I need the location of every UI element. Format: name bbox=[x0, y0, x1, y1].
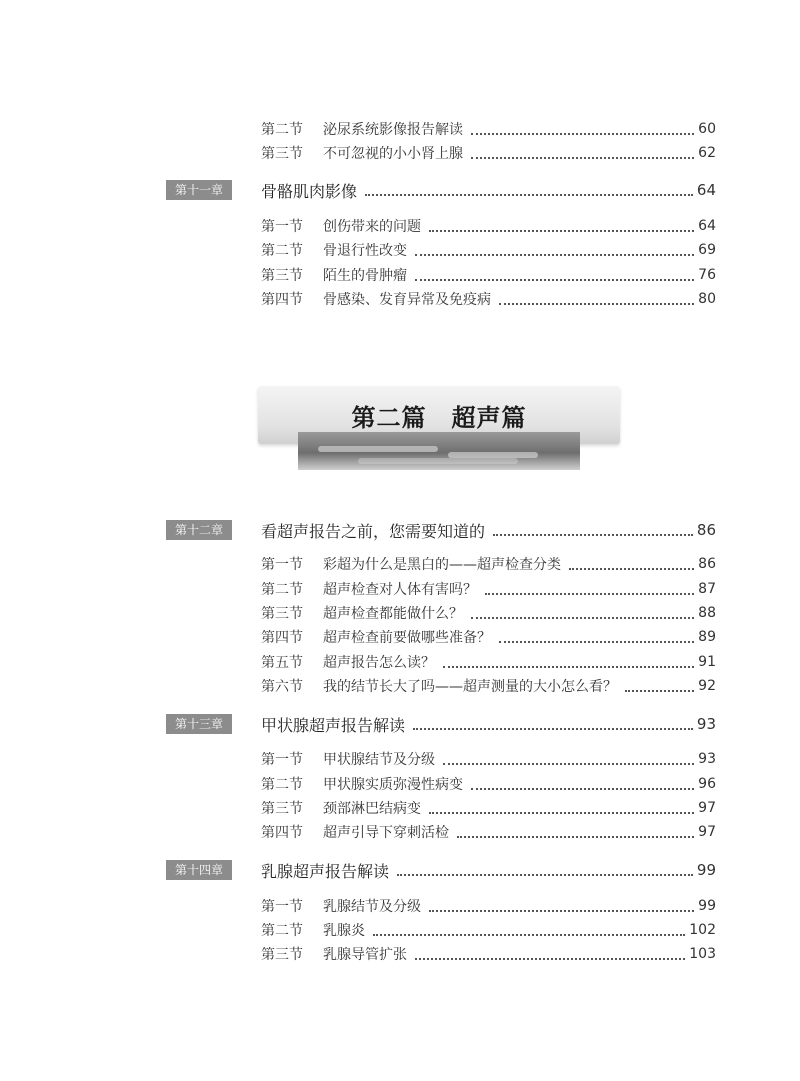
page-number: 86 bbox=[698, 556, 716, 572]
chapter-title: 乳腺超声报告解读 bbox=[261, 861, 390, 881]
toc-section-row[interactable] bbox=[261, 820, 716, 844]
dot-leader bbox=[415, 956, 685, 960]
dot-leader bbox=[569, 566, 694, 570]
section-title: 超声报告怎么读？ bbox=[323, 655, 435, 671]
dot-leader bbox=[413, 726, 693, 730]
section-number: 第二节 bbox=[261, 777, 303, 793]
section-title: 甲状腺结节及分级 bbox=[323, 752, 435, 768]
ultrasound-banner-image bbox=[298, 432, 580, 470]
dot-leader bbox=[397, 872, 693, 876]
page-number: 93 bbox=[696, 715, 716, 733]
dot-leader bbox=[429, 810, 694, 814]
section-title: 超声引导下穿刺活检 bbox=[323, 825, 449, 841]
toc-section-row[interactable] bbox=[261, 263, 716, 287]
page-number: 80 bbox=[698, 291, 716, 307]
chapter-badge: 第十四章 bbox=[166, 860, 232, 880]
dot-leader bbox=[485, 591, 694, 595]
section-number: 第一节 bbox=[261, 219, 303, 235]
page-number: 91 bbox=[698, 654, 716, 670]
section-number: 第一节 bbox=[261, 899, 303, 915]
section-title: 超声检查都能做什么？ bbox=[323, 606, 463, 622]
toc-section-row[interactable] bbox=[261, 894, 716, 918]
section-title: 甲状腺实质弥漫性病变 bbox=[323, 777, 463, 793]
page-number: 99 bbox=[698, 898, 716, 914]
page-number: 92 bbox=[698, 678, 716, 694]
dot-leader bbox=[499, 639, 694, 643]
toc-chapter-row[interactable] bbox=[166, 517, 716, 543]
section-title: 泌尿系统影像报告解读 bbox=[323, 122, 463, 138]
page-number: 76 bbox=[698, 267, 716, 283]
section-number: 第四节 bbox=[261, 825, 303, 841]
dot-leader bbox=[443, 664, 694, 668]
section-number: 第二节 bbox=[261, 122, 303, 138]
section-title: 超声检查对人体有害吗？ bbox=[323, 582, 477, 598]
section-title: 乳腺炎 bbox=[323, 923, 365, 939]
dot-leader bbox=[443, 761, 694, 765]
section-number: 第二节 bbox=[261, 582, 303, 598]
dot-leader bbox=[471, 131, 694, 135]
page-number: 102 bbox=[689, 922, 716, 938]
section-number: 第三节 bbox=[261, 947, 303, 963]
section-title: 超声检查前要做哪些准备？ bbox=[323, 630, 491, 646]
chapter-badge: 第十二章 bbox=[166, 520, 232, 540]
dot-leader bbox=[415, 252, 694, 256]
section-number: 第一节 bbox=[261, 752, 303, 768]
chapter-title: 甲状腺超声报告解读 bbox=[261, 715, 406, 735]
section-number: 第三节 bbox=[261, 268, 303, 284]
page-number: 96 bbox=[698, 776, 716, 792]
dot-leader bbox=[625, 688, 694, 692]
toc-section-row[interactable] bbox=[261, 796, 716, 820]
section-number: 第六节 bbox=[261, 679, 303, 695]
dot-leader bbox=[493, 532, 693, 536]
dot-leader bbox=[471, 615, 694, 619]
toc-section-row[interactable] bbox=[261, 577, 716, 601]
chapter-badge: 第十一章 bbox=[166, 180, 232, 200]
section-number: 第三节 bbox=[261, 146, 303, 162]
dot-leader bbox=[429, 908, 694, 912]
section-title: 乳腺导管扩张 bbox=[323, 947, 407, 963]
toc-section-row[interactable] bbox=[261, 918, 716, 942]
section-title: 骨退行性改变 bbox=[323, 243, 407, 259]
toc-section-row[interactable] bbox=[261, 942, 716, 966]
toc-chapter-row[interactable] bbox=[166, 711, 716, 737]
page-number: 64 bbox=[698, 218, 716, 234]
toc-section-row[interactable] bbox=[261, 674, 716, 698]
toc-section-row[interactable] bbox=[261, 287, 716, 311]
toc-chapter-row[interactable] bbox=[166, 857, 716, 883]
section-title: 颈部淋巴结病变 bbox=[323, 801, 421, 817]
page-number: 69 bbox=[698, 242, 716, 258]
dot-leader bbox=[471, 786, 694, 790]
toc-section-row[interactable] bbox=[261, 141, 716, 165]
section-number: 第一节 bbox=[261, 557, 303, 573]
toc-section-row[interactable] bbox=[261, 601, 716, 625]
dot-leader bbox=[415, 277, 694, 281]
toc-chapter-row[interactable] bbox=[166, 177, 716, 203]
page-number: 86 bbox=[696, 521, 716, 539]
section-number: 第四节 bbox=[261, 292, 303, 308]
dot-leader bbox=[499, 301, 694, 305]
page-number: 64 bbox=[696, 181, 716, 199]
toc-section-row[interactable] bbox=[261, 238, 716, 262]
section-number: 第五节 bbox=[261, 655, 303, 671]
page-number: 97 bbox=[698, 824, 716, 840]
dot-leader bbox=[373, 932, 685, 936]
toc-section-row[interactable] bbox=[261, 552, 716, 576]
part-title: 第二篇 超声篇 bbox=[351, 404, 527, 432]
section-title: 陌生的骨肿瘤 bbox=[323, 268, 407, 284]
section-title: 乳腺结节及分级 bbox=[323, 899, 421, 915]
section-number: 第四节 bbox=[261, 630, 303, 646]
page-number: 99 bbox=[696, 861, 716, 879]
chapter-title: 骨骼肌肉影像 bbox=[261, 181, 358, 201]
section-number: 第二节 bbox=[261, 243, 303, 259]
chapter-title: 看超声报告之前，您需要知道的 bbox=[261, 521, 486, 541]
toc-section-row[interactable] bbox=[261, 772, 716, 796]
page-number: 93 bbox=[698, 751, 716, 767]
page-number: 60 bbox=[698, 121, 716, 137]
toc-section-row[interactable] bbox=[261, 747, 716, 771]
section-title: 我的结节长大了吗——超声测量的大小怎么看？ bbox=[323, 679, 617, 695]
section-number: 第三节 bbox=[261, 606, 303, 622]
section-title: 彩超为什么是黑白的——超声检查分类 bbox=[323, 557, 561, 573]
page-number: 87 bbox=[698, 581, 716, 597]
page-number: 97 bbox=[698, 800, 716, 816]
section-title: 骨感染、发育异常及免疫病 bbox=[323, 292, 491, 308]
section-number: 第三节 bbox=[261, 801, 303, 817]
toc-section-row[interactable] bbox=[261, 214, 716, 238]
page-number: 89 bbox=[698, 629, 716, 645]
section-title: 创伤带来的问题 bbox=[323, 219, 421, 235]
toc-section-row[interactable] bbox=[261, 625, 716, 649]
toc-section-row[interactable] bbox=[261, 650, 716, 674]
page-number: 88 bbox=[698, 605, 716, 621]
dot-leader bbox=[365, 192, 693, 196]
dot-leader bbox=[457, 834, 694, 838]
section-number: 第二节 bbox=[261, 923, 303, 939]
dot-leader bbox=[471, 155, 694, 159]
page-number: 62 bbox=[698, 145, 716, 161]
section-title: 不可忽视的小小肾上腺 bbox=[323, 146, 463, 162]
dot-leader bbox=[429, 228, 694, 232]
chapter-badge: 第十三章 bbox=[166, 714, 232, 734]
page-number: 103 bbox=[689, 946, 716, 962]
toc-section-row[interactable] bbox=[261, 117, 716, 141]
